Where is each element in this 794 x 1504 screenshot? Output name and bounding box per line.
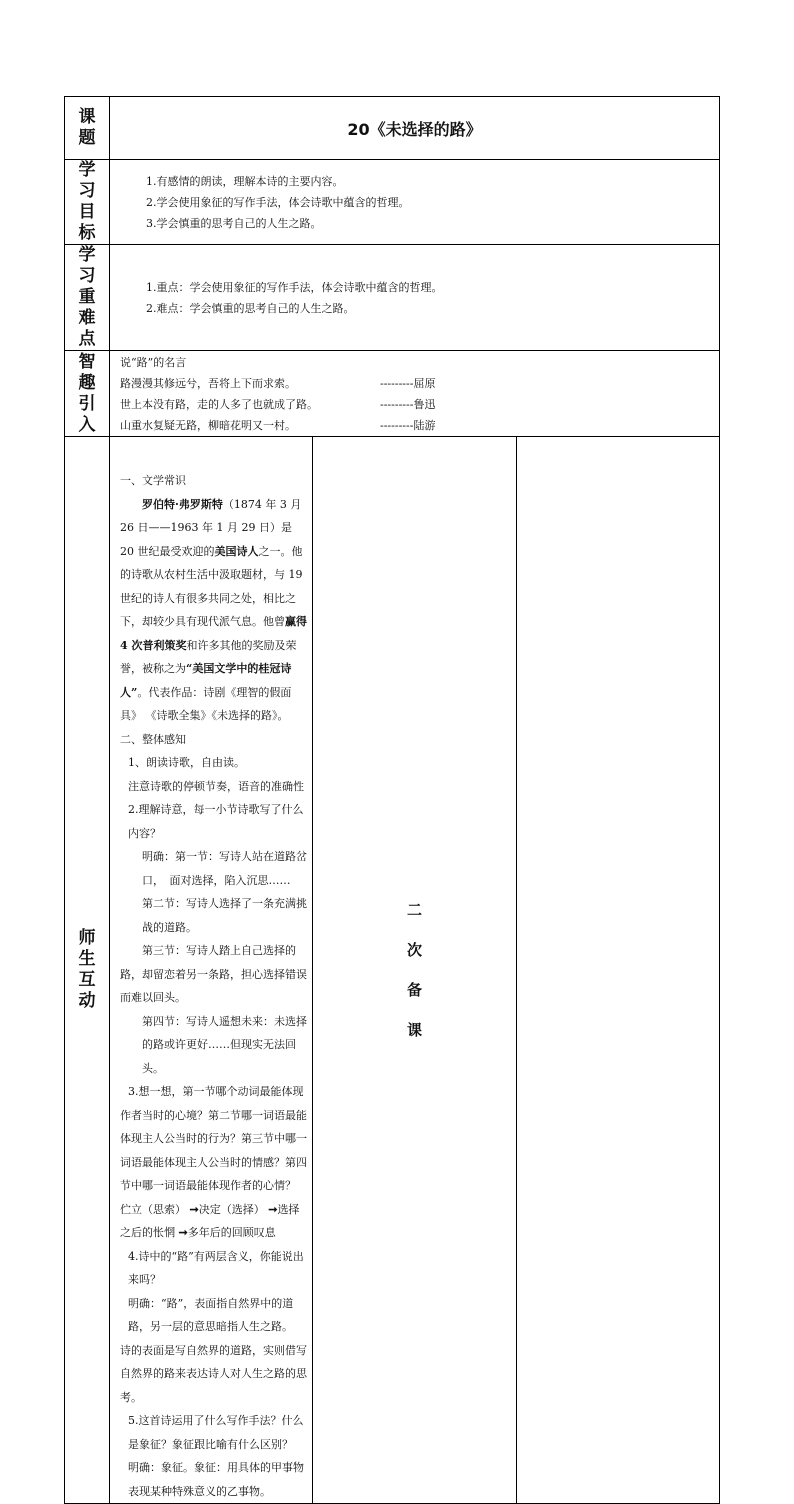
bio-emphasis: 赢得 4 次普利策奖	[120, 615, 307, 652]
quote-line	[120, 373, 719, 394]
answer: 明确：“路”，表面指自然界中的道路，另一层的意思暗指人生之路。	[128, 1296, 294, 1333]
bio-emphasis: “美国文学中的桂冠诗人”	[120, 662, 292, 699]
label-char: 课	[78, 107, 96, 127]
answer: 注意诗歌的停顿节奏，语音的准确性	[128, 779, 304, 793]
interaction-content	[110, 437, 313, 1504]
answer: 第三节：写诗人踏上自己选择的路，却留恋着另一条路，担心选择错误而难以回头。	[120, 944, 307, 1004]
quote-source: ---------屈原	[380, 376, 436, 390]
emotion-chain	[120, 1198, 308, 1245]
quote-line	[120, 415, 719, 436]
chain-step: 决定（选择）	[198, 1202, 265, 1216]
answer: 第四节：写诗人遥想未来：未选择的路或许更好……但现实无法回头。	[142, 1014, 307, 1075]
answer: 明确：象征。象征：用具体的甲事物表现某种特殊意义的乙事物。	[128, 1461, 304, 1498]
answer: 第二节：写诗人选择了一条充满挑战的道路。	[142, 897, 307, 934]
label-char: 目	[78, 202, 96, 222]
section-heading: 二、整体感知	[120, 732, 186, 746]
goals-row-label	[65, 160, 110, 245]
label-char: 习	[78, 181, 96, 201]
bio-text: 和许多其他的奖励及荣誉，被称之为	[120, 638, 297, 675]
label-char: 备	[406, 981, 422, 999]
goal-item: 2.学会使用象征的写作手法，体会诗歌中蕴含的哲理。	[146, 195, 410, 209]
interaction-row	[65, 437, 720, 1504]
label-char: 难	[78, 308, 96, 328]
arrow-right-icon: ➞	[189, 1202, 199, 1216]
label-char: 标	[78, 223, 96, 243]
bio-text: 。代表作品：诗剧《理智的假面具》 《诗歌全集》《未选择的路》。	[120, 685, 292, 722]
question: 3.想一想，第一节哪个动词最能体现作者当时的心境？第二节哪一词语最能体现主人公当时的行为？第三节中哪一词语最能体现主人公当时的情感？第四节中哪一词语最能体现作者的心情？	[120, 1085, 307, 1192]
arrow-right-icon: ➞	[268, 1202, 278, 1216]
secondary-prep-label	[313, 437, 516, 1504]
label-char: 动	[78, 991, 96, 1011]
question: 1、朗读诗歌，自由读。	[128, 756, 245, 769]
label-char: 点	[78, 329, 96, 349]
label-char: 引	[78, 393, 96, 414]
goals-content	[110, 160, 720, 245]
secondary-prep-notes	[516, 437, 719, 1504]
intro-row	[65, 351, 720, 437]
author-name: 罗伯特·弗罗斯特	[142, 497, 223, 511]
author-bio	[120, 493, 308, 728]
quote-text: 路漫漫其修远兮，吾将上下而求索。	[120, 376, 296, 390]
bio-text: 之一。他的诗歌从农村生活中汲取题材，与 19 世纪的诗人有很多共同之处，相比之下，却较少具有现代派气息。他曾	[120, 544, 303, 628]
arrow-right-icon: ➞	[178, 1226, 188, 1239]
keypoint-item: 2.难点：学会慎重的思考自己的人生之路。	[146, 301, 355, 315]
section-heading: 一、文学常识	[120, 474, 186, 487]
label-char: 生	[78, 949, 96, 969]
title-row	[65, 97, 720, 160]
label-char: 重	[78, 287, 96, 307]
label-char: 学	[78, 245, 96, 265]
chain-step: 伫立（思索）	[120, 1202, 186, 1216]
chain-step: 多年后的回顾叹息	[187, 1226, 276, 1239]
lesson-plan-table	[64, 96, 720, 1504]
bio-text: （1874 年 3 月 26 日——1963 年 1 月 29 日）是 20 世纪最受欢迎的	[120, 497, 302, 558]
question: 5.这首诗运用了什么写作手法？什么是象征？象征跟比喻有什么区别？	[128, 1414, 304, 1451]
quote-text: 山重水复疑无路，柳暗花明又一村。	[120, 418, 296, 432]
label-char: 互	[78, 970, 96, 990]
label-char: 课	[406, 1021, 422, 1039]
quote-source: ---------鲁迅	[380, 397, 436, 411]
keypoints-content	[110, 245, 720, 351]
label-char: 习	[78, 266, 96, 286]
answer: 明确：第一节：写诗人站在道路岔口， 面对选择，陷入沉思……	[142, 850, 307, 887]
goals-row	[65, 160, 720, 245]
question: 4.诗中的“路”有两层含义，你能说出来吗？	[128, 1249, 304, 1286]
label-char: 趣	[78, 372, 96, 393]
keypoints-row-label	[65, 245, 110, 351]
goal-item: 3.学会慎重的思考自己的人生之路。	[146, 216, 322, 230]
intro-heading: 说“路”的名言	[120, 355, 187, 369]
bio-emphasis: 美国诗人	[214, 544, 259, 558]
label-char: 题	[78, 128, 96, 148]
label-char: 智	[78, 351, 96, 372]
intro-content	[110, 351, 720, 437]
keypoint-item: 1.重点：学会使用象征的写作手法，体会诗歌中蕴含的哲理。	[146, 280, 443, 294]
label-char: 入	[78, 414, 96, 435]
answer: 诗的表面是写自然界的道路，实则借写自然界的路来表达诗人对人生之路的思考。	[120, 1343, 307, 1404]
quote-text: 世上本没有路，走的人多了也就成了路。	[120, 397, 318, 411]
label-char: 二	[406, 901, 422, 919]
lesson-title: 20《未选择的路》	[110, 97, 720, 160]
intro-row-label	[65, 351, 110, 437]
chain-step: 选择之后的怅惘	[120, 1202, 300, 1239]
quote-source: ---------陆游	[380, 418, 436, 432]
question: 2.理解诗意，每一小节诗歌写了什么内容？	[128, 803, 304, 840]
title-row-label	[65, 97, 110, 160]
label-char: 师	[78, 928, 96, 948]
interaction-row-label	[65, 437, 110, 1504]
quote-line	[120, 394, 719, 415]
label-char: 次	[406, 941, 422, 959]
keypoints-row	[65, 245, 720, 351]
label-char: 学	[78, 160, 96, 180]
goal-item: 1.有感情的朗读，理解本诗的主要内容。	[146, 174, 344, 188]
